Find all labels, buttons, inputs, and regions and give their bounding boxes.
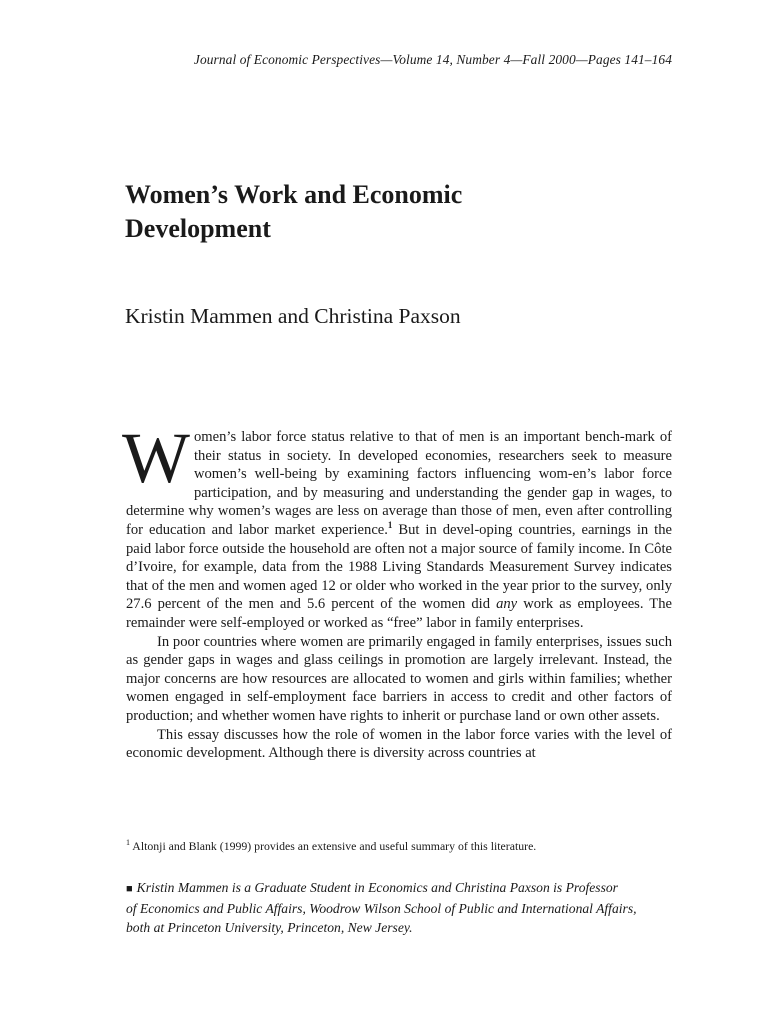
author-note-line-2: of Economics and Public Affairs, Woodrow Wilson School of Public and International Affairs, <box>126 901 637 916</box>
title-line-2: Development <box>125 214 271 243</box>
author-note-line-3: both at Princeton University, Princeton, New Jersey. <box>126 920 413 935</box>
article-body <box>122 418 672 763</box>
author-note-line-1 <box>126 878 672 899</box>
paragraph-3: This essay discusses how the role of women in the labor force varies with the level of economic development. Although there is diversity across countries at <box>126 726 672 762</box>
article-title <box>125 178 665 246</box>
footnote <box>126 838 672 854</box>
emphasis-any: any <box>496 596 518 613</box>
paragraph-1-text-a: omen’s labor force status relative to that of men is an important bench-mark of their status in society. In developed economies, researchers seek to measure women’s well-being by examining factors influencing wom-en’s labor force participation, and by measuring and understanding the gender gap in wages, to determine why women’s wages are less on average than those of men, even after controlling for education and labor market experience. <box>126 429 672 538</box>
author-note-text-1: Kristin Mammen is a Graduate Student in Economics and Christina Paxson is Professor <box>136 880 618 895</box>
square-bullet-icon: ■ <box>126 883 133 895</box>
paragraph-2: In poor countries where women are primarily engaged in family enterprises, issues such as gender gaps in wages and glass ceilings in promotion are largely irrelevant. Instead, the major concerns are how resources are allocated to women and girls within families; whether women engaged in self-employment face barriers in access to credit and other factors of production; and whether women have rights to inherit or purchase land or own other assets. <box>126 633 672 724</box>
title-line-1: Women’s Work and Economic <box>125 180 463 209</box>
paragraph-1-text-b: But in devel-oping countries, earnings in the paid labor force outside the household are often not a major source of family income. In Côte d’Ivoire, for example, data from the 1988 Living Standards Measurement Survey indicates that of the men and women aged 12 or older who worked in the year prior to the survey, only 27.6 percent of the men and 5.6 percent of the women did <box>126 521 672 613</box>
paragraph-1-text-c: work as employees. The remainder were self-employed or worked as “free” labor in family enterprises. <box>126 596 672 631</box>
author-note <box>126 878 672 937</box>
footnote-text: Altonji and Blank (1999) provides an extensive and useful summary of this literature. <box>130 839 537 853</box>
author-byline: Kristin Mammen and Christina Paxson <box>125 304 461 328</box>
footnote-mark: 1 <box>126 838 130 848</box>
footnote-reference[interactable]: 1 <box>387 520 393 531</box>
paragraph-1 <box>122 418 672 633</box>
running-head: Journal of Economic Perspectives—Volume 14, Number 4—Fall 2000—Pages 141–164 <box>193 52 672 67</box>
drop-cap: W <box>122 418 190 498</box>
